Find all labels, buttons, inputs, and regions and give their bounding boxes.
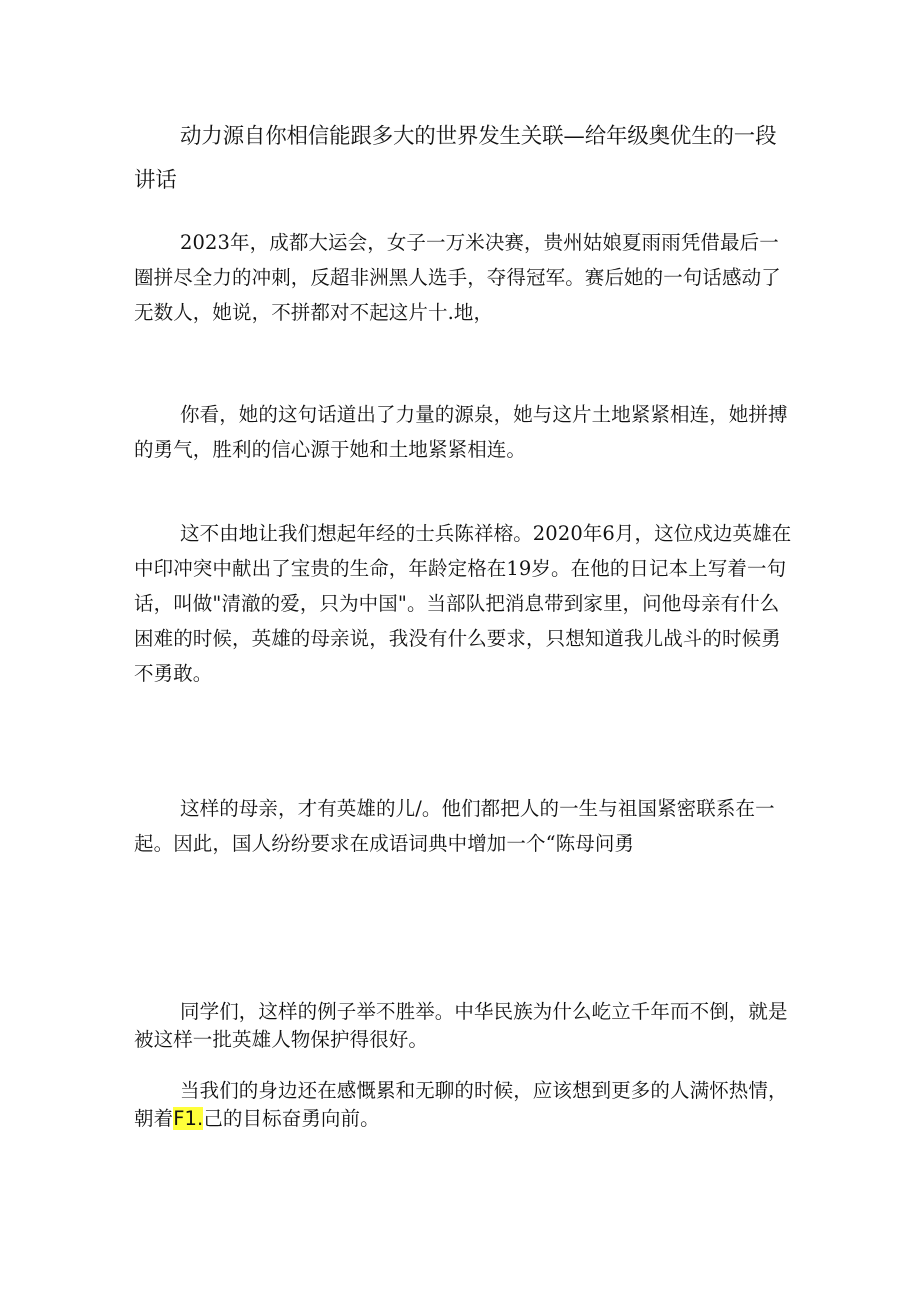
paragraph-3: 这不由地让我们想起年经的士兵陈祥榕。2020年6月，这位戍边英雄在中印冲突中献出了宝贵的生命，年龄定格在19岁。在他的日记本上写着一句话，叫做"清澈的爱，只为中国"。当部队把消息带到家里，问他母亲有什么困难的时候，英雄的母亲说，我没有什么要求，只想知道我儿战斗的时候勇不勇敢。 xyxy=(134,522,792,685)
paragraph-1: 2023年，成都大运会，女子一万米决赛，贵州姑娘夏雨雨凭借最后一圈拼尽全力的冲刺，反超非洲黑人选手，夺得冠军。赛后她的一句话感动了无数人，她说，不拼都对不起这片十.地， xyxy=(134,231,781,324)
paragraph-6-after: 己的目标奋勇向前。 xyxy=(203,1107,380,1130)
paragraph-2: 你看，她的这句话道出了力量的源泉，她与这片土地紧紧相连，她拼搏的勇气，胜利的信心源于她和土地紧紧相连。 xyxy=(134,403,788,461)
document-title: 动力源自你相信能跟多大的世界发生关联—给年级奥优生的一段讲话 xyxy=(134,124,777,193)
paragraph-4: 这样的母亲，才有英雄的儿/。他们都把人的一生与祖国紧密联系在一起。因此，国人纷纷要求在成语词典中增加一个“陈母问勇 xyxy=(134,797,775,855)
paragraph-5: 同学们，这样的例子举不胜举。中华民族为什么屹立千年而不倒，就是被这样一批英雄人物保护得很好。 xyxy=(134,1000,788,1051)
paragraph-6-before: 当我们的身边还在感慨累和无聊的时候，应该想到更多的人满怀热情，朝着 xyxy=(134,1079,788,1130)
highlighted-text: F1. xyxy=(173,1107,204,1130)
paragraph-6 xyxy=(134,1077,794,1133)
